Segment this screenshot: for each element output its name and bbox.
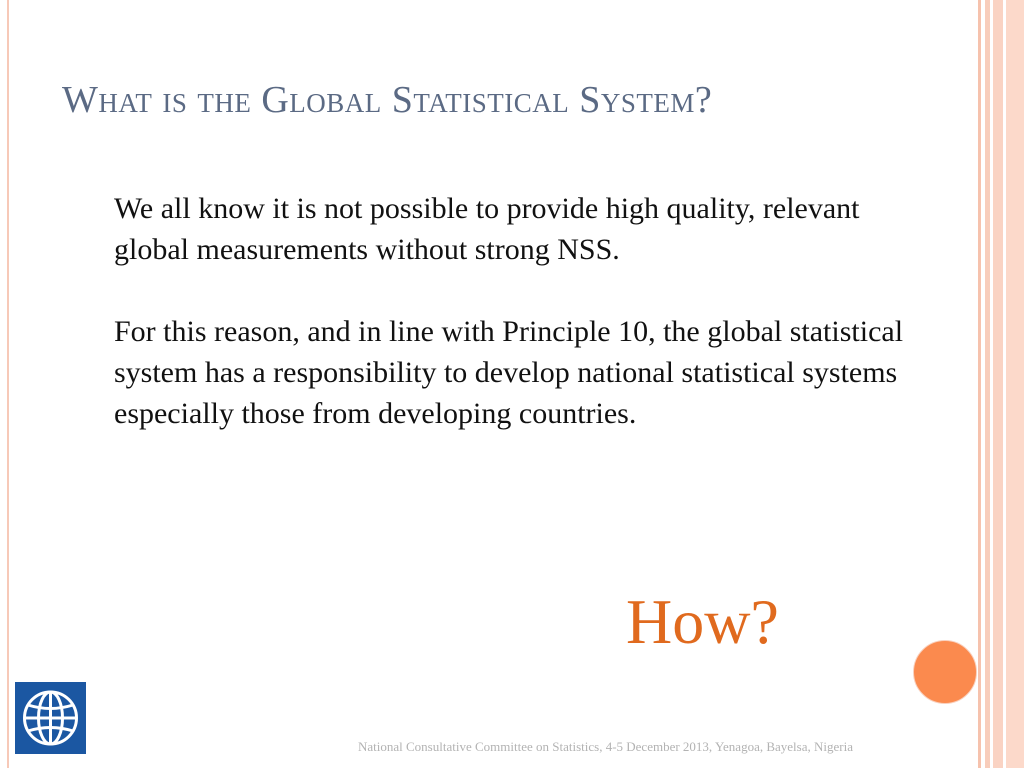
how-callout: How?	[626, 586, 779, 657]
footer-text: National Consultative Committee on Statistics, 4-5 December 2013, Yenagoa, Bayelsa, Nigeria	[358, 739, 853, 754]
right-stripe	[985, 0, 990, 768]
accent-circle	[913, 640, 977, 704]
right-stripe	[1006, 0, 1024, 768]
right-stripe	[993, 0, 1003, 768]
world-bank-logo	[15, 682, 86, 754]
left-border-rule	[7, 0, 9, 768]
slide-body	[114, 188, 914, 475]
right-stripe	[978, 0, 981, 768]
body-paragraph: We all know it is not possible to provide high quality, relevant global measurements without strong NSS.	[114, 192, 860, 266]
body-paragraph: For this reason, and in line with Principle 10, the global statistical system has a responsibility to develop national statistical systems especially those from developing countries.	[114, 315, 904, 430]
slide-title: What is the Global Statistical System?	[62, 79, 713, 121]
globe-icon	[15, 682, 86, 754]
